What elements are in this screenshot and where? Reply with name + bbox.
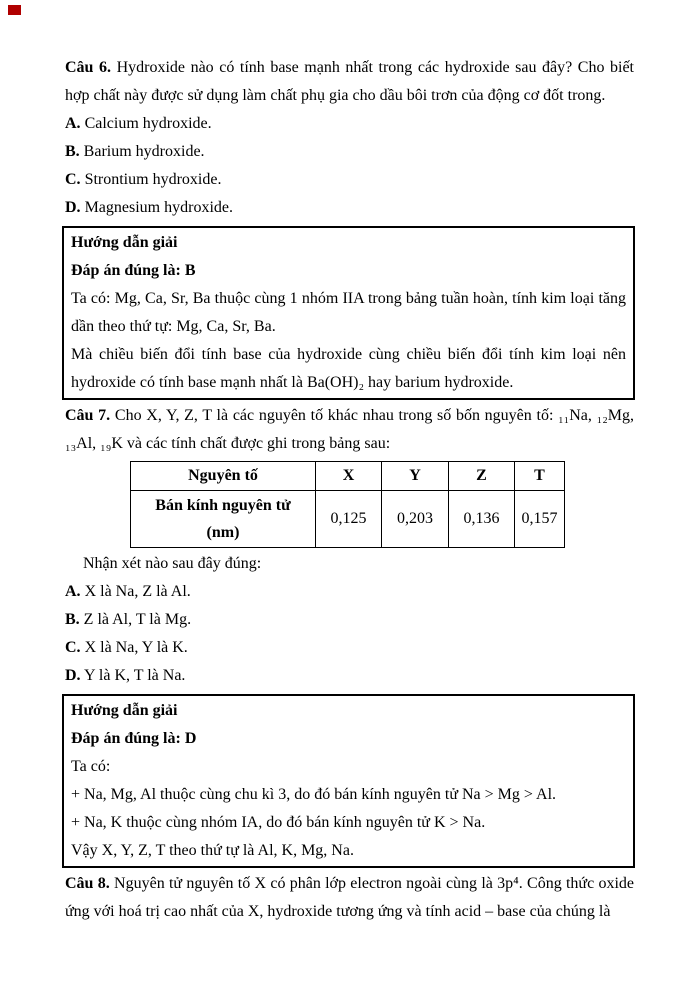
table-header-x: X	[316, 462, 382, 491]
solution-heading: Hướng dẫn giải	[71, 702, 178, 719]
question-8-text: Nguyên tử nguyên tố X có phân lớp electron ngoài cùng là 3p⁴. Công thức oxide ứng với hoá trị cao nhất của X, hydroxide tương ứng và tính acid – base của chúng là	[65, 875, 635, 920]
table-header-element: Nguyên tố	[131, 462, 316, 491]
option-b-text: Barium hydroxide.	[83, 143, 205, 160]
option-d-letter: D.	[65, 667, 81, 684]
row-label-line1: Bán kính nguyên tử	[155, 497, 291, 514]
radius-t: 0,157	[515, 491, 565, 548]
option-c-letter: C.	[65, 639, 81, 656]
solution-line: Vậy X, Y, Z, T theo thứ tự là Al, K, Mg, Na.	[71, 842, 354, 859]
question-8-paragraph	[65, 870, 634, 926]
question-7-option-b	[65, 606, 634, 634]
option-d-text: Y là K, T là Na.	[83, 667, 186, 684]
question-6-options	[65, 110, 634, 222]
option-c-text: Strontium hydroxide.	[84, 171, 222, 188]
question-6-label: Câu 6.	[65, 59, 112, 76]
question-6-option-a	[65, 110, 634, 138]
question-7-prompt: Nhận xét nào sau đây đúng:	[83, 555, 262, 572]
option-d-letter: D.	[65, 199, 81, 216]
solution-line: + Na, Mg, Al thuộc cùng chu kì 3, do đó bán kính nguyên tử Na > Mg > Al.	[71, 786, 557, 803]
table-header-y: Y	[382, 462, 449, 491]
question-7-option-d	[65, 662, 634, 690]
table-header-row	[131, 462, 565, 491]
option-a-text: Calcium hydroxide.	[84, 115, 212, 132]
question-6-solution-box	[62, 226, 635, 400]
question-7-text: Cho X, Y, Z, T là các nguyên tố khác nhau trong số bốn nguyên tố: ₁₁Na, ₁₂Mg, ₁₃Al, ₁₉K và các tính chất được ghi trong bảng sau:	[65, 407, 635, 452]
option-b-text: Z là Al, T là Mg.	[83, 611, 192, 628]
question-6-text: Hydroxide nào có tính base mạnh nhất trong các hydroxide sau đây? Cho biết hợp chất này được sử dụng làm chất phụ gia cho dầu bôi trơn của động cơ đốt trong.	[65, 59, 635, 104]
option-b-letter: B.	[65, 611, 80, 628]
solution-line: Ta có: Mg, Ca, Sr, Ba thuộc cùng 1 nhóm IIA trong bảng tuần hoàn, tính kim loại tăng dần theo thứ tự: Mg, Ca, Sr, Ba.	[71, 290, 626, 335]
question-8-label: Câu 8.	[65, 875, 110, 892]
question-6-option-d	[65, 194, 634, 222]
table-header-z: Z	[449, 462, 515, 491]
option-a-letter: A.	[65, 583, 81, 600]
solution-line: Mà chiều biến đổi tính base của hydroxide cùng chiều biến đổi tính kim loại nên hydroxide có tính base mạnh nhất là Ba(OH)₂ hay barium hydroxide.	[71, 346, 626, 391]
row-label-line2: (nm)	[206, 524, 240, 541]
option-c-text: X là Na, Y là K.	[84, 639, 188, 656]
atomic-radius-table	[130, 461, 565, 548]
table-header-t: T	[515, 462, 565, 491]
solution-answer: Đáp án đúng là: B	[71, 262, 196, 279]
solution-answer: Đáp án đúng là: D	[71, 730, 197, 747]
question-7-option-c	[65, 634, 634, 662]
option-a-text: X là Na, Z là Al.	[84, 583, 191, 600]
question-7-solution-box	[62, 694, 635, 868]
radius-z: 0,136	[449, 491, 515, 548]
solution-heading: Hướng dẫn giải	[71, 234, 178, 251]
solution-line: + Na, K thuộc cùng nhóm IA, do đó bán kính nguyên tử K > Na.	[71, 814, 486, 831]
question-6-option-c	[65, 166, 634, 194]
table-data-row	[131, 491, 565, 548]
question-6-paragraph	[65, 54, 634, 110]
red-corner-marker	[8, 5, 21, 15]
question-6-option-b	[65, 138, 634, 166]
question-7-options	[65, 578, 634, 690]
option-b-letter: B.	[65, 143, 80, 160]
solution-line: Ta có:	[71, 758, 111, 775]
option-c-letter: C.	[65, 171, 81, 188]
radius-x: 0,125	[316, 491, 382, 548]
table-row-label	[131, 491, 316, 548]
question-7-option-a	[65, 578, 634, 606]
question-7-paragraph	[65, 402, 634, 458]
option-d-text: Magnesium hydroxide.	[84, 199, 233, 216]
question-7-label: Câu 7.	[65, 407, 111, 424]
radius-y: 0,203	[382, 491, 449, 548]
option-a-letter: A.	[65, 115, 81, 132]
